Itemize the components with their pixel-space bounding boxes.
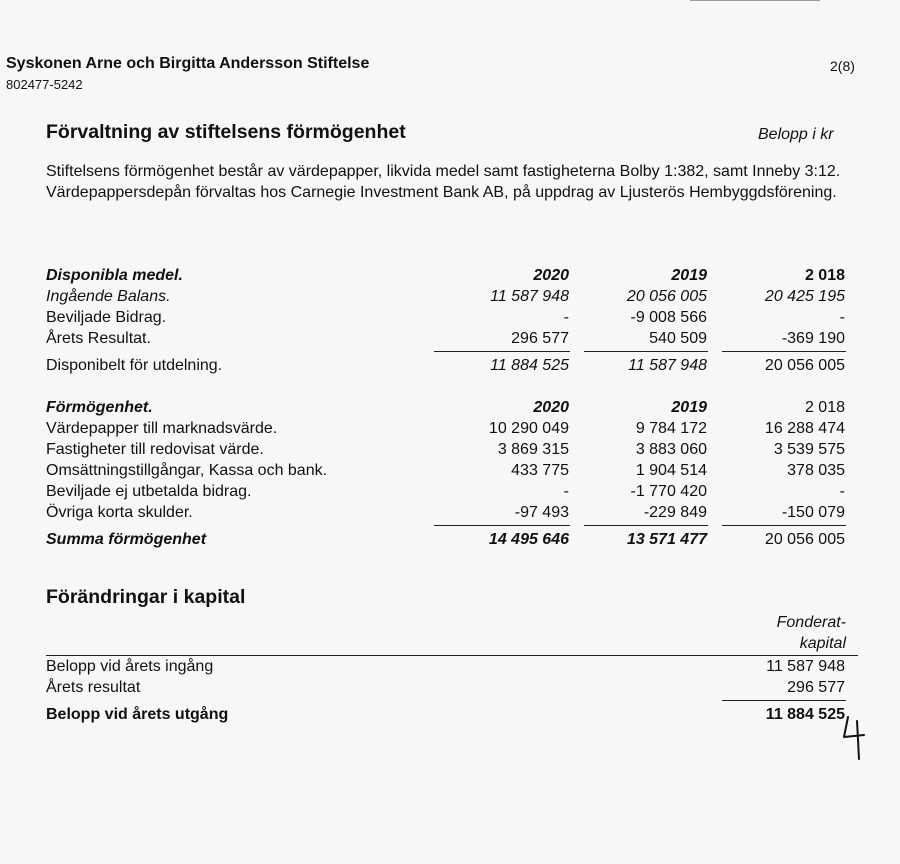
year-column-header: 2 018 [804,267,845,284]
cell-value: 378 035 [787,462,845,479]
year-column-header: 2019 [671,399,707,416]
cell-value: 11 587 948 [766,658,845,675]
handwritten-page-mark [842,715,868,761]
total-value: 11 884 525 [490,357,569,374]
year-column-header: 2020 [533,267,569,284]
cell-value: -97 493 [514,504,569,521]
row-label: Värdepapper till marknadsvärde. [46,420,278,437]
table-row [46,460,846,481]
table-row [46,286,846,307]
sum-rule [722,700,846,701]
year-column-header: 2020 [533,399,569,416]
available-funds-table [46,265,846,376]
total-value: 13 571 477 [626,531,707,548]
cell-value: -229 849 [643,504,707,521]
year-column-header: 2019 [671,267,707,284]
intro-paragraph: Stiftelsens förmögenhet består av värdepapper, likvida medel samt fastigheterna Bolby 1:382, samt Inneby 3:12. Värdepappersdepån förvaltas hos Carnegie Investment Bank AB, på uppdrag av Ljusterös Hembyggdsförening. [46,163,841,201]
cell-value: 296 577 [511,330,569,347]
capital-changes-table [46,656,846,725]
total-label: Summa förmögenhet [46,531,207,548]
capital-column-header-line1: Fonderat- [776,614,846,631]
row-label: Årets resultat [46,679,141,696]
cell-value: 10 290 049 [488,420,569,437]
total-label: Belopp vid årets utgång [46,706,229,723]
assets-table [46,397,846,550]
row-label: Ingående Balans. [46,288,171,305]
table-row [46,307,846,328]
cell-value: - [563,309,569,326]
section-title-asset-management: Förvaltning av stiftelsens förmögenhet [46,121,406,143]
total-value: 20 056 005 [764,357,845,374]
cell-value: -150 079 [781,504,845,521]
sum-rule [584,525,708,526]
sum-rule [722,351,846,352]
total-value: 11 587 948 [628,357,707,374]
row-label: Årets Resultat. [46,330,151,347]
table-row [46,439,846,460]
table-total-row [46,529,846,550]
table-total-row [46,704,846,725]
amount-unit-note: Belopp i kr [758,126,834,143]
table-total-row [46,355,846,376]
total-value: 14 495 646 [488,531,569,548]
cell-value: - [839,483,845,500]
table-row [46,502,846,523]
cell-value: 3 883 060 [635,441,707,458]
sum-rule [434,351,570,352]
organization-name: Syskonen Arne och Birgitta Andersson Stiftelse [6,55,370,72]
row-label: Övriga korta skulder. [46,504,193,521]
cell-value: -369 190 [781,330,845,347]
organization-number: 802477-5242 [6,77,83,92]
table-row [46,328,846,349]
table-heading: Förmögenhet. [46,399,153,416]
cell-value: - [563,483,569,500]
cell-value: 20 056 005 [626,288,707,305]
cell-value: - [839,309,845,326]
table-row [46,677,846,698]
table-row [46,656,846,677]
row-label: Beviljade Bidrag. [46,309,167,326]
cell-value: 3 539 575 [773,441,845,458]
table-row [46,481,846,502]
capital-column-header-line2: kapital [799,635,846,652]
cell-value: 1 904 514 [635,462,707,479]
scan-edge-line [690,0,820,1]
page-number: 2(8) [830,58,855,74]
capital-column-header [777,612,846,654]
cell-value: 296 577 [787,679,845,696]
table-header-row [46,397,846,418]
section-title-capital-changes: Förändringar i kapital [46,586,246,608]
cell-value: -1 770 420 [630,483,707,500]
row-label: Belopp vid årets ingång [46,658,214,675]
row-label: Beviljade ej utbetalda bidrag. [46,483,252,500]
sum-rule [434,525,570,526]
cell-value: -9 008 566 [630,309,707,326]
total-value: 11 884 525 [765,706,845,723]
cell-value: 20 425 195 [764,288,845,305]
cell-value: 540 509 [649,330,707,347]
cell-value: 9 784 172 [635,420,707,437]
table-header-row [46,265,846,286]
cell-value: 3 869 315 [497,441,569,458]
row-label: Fastigheter till redovisat värde. [46,441,264,458]
cell-value: 433 775 [511,462,569,479]
total-value: 20 056 005 [764,531,845,548]
sum-rule [584,351,708,352]
table-heading: Disponibla medel. [46,267,183,284]
cell-value: 11 587 948 [490,288,569,305]
row-label: Omsättningstillgångar, Kassa och bank. [46,462,328,479]
sum-rule [722,525,846,526]
total-label: Disponibelt för utdelning. [46,357,223,374]
year-column-header: 2 018 [804,399,845,416]
table-row [46,418,846,439]
cell-value: 16 288 474 [764,420,845,437]
